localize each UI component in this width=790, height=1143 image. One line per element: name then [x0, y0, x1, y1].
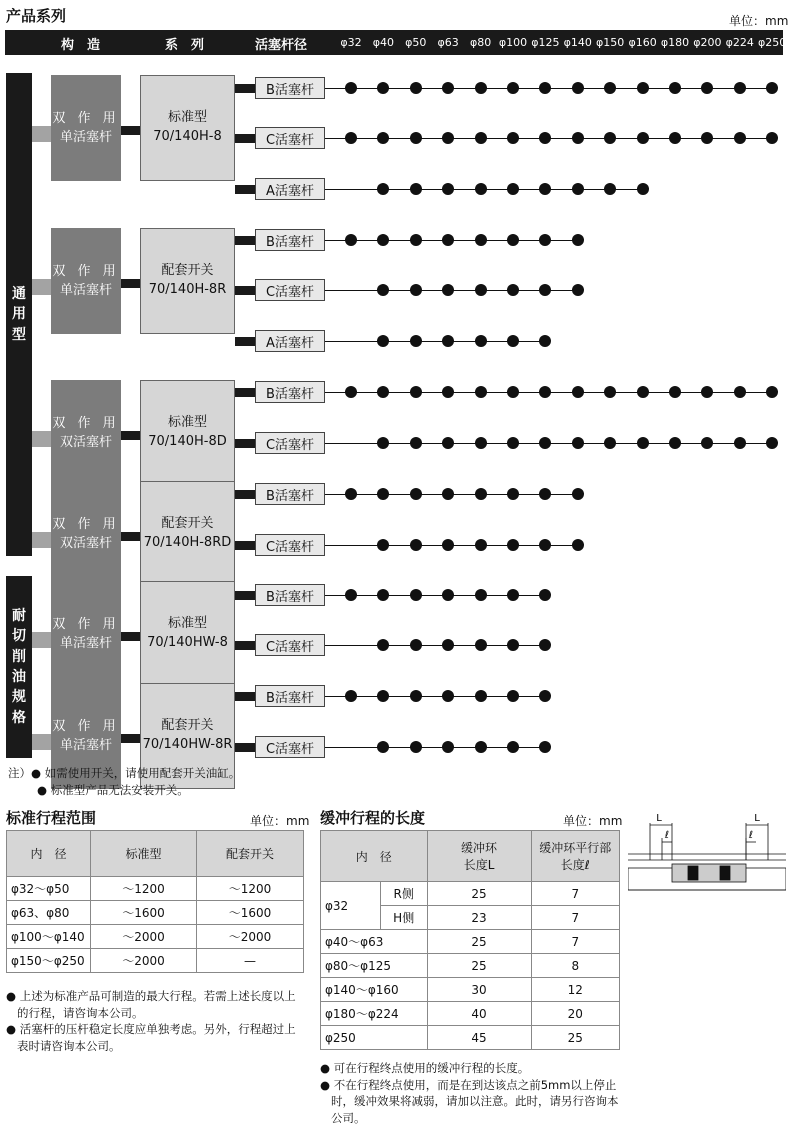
- series-model: 70/140H-8RD: [143, 535, 232, 550]
- structure-line2: 单活塞杆: [59, 130, 112, 145]
- availability-dot: [410, 132, 422, 144]
- availability-dot: [475, 539, 487, 551]
- bore-label: φ180: [660, 36, 690, 49]
- structure-line2: 双活塞杆: [59, 536, 112, 551]
- availability-dot: [410, 690, 422, 702]
- availability-dot: [507, 183, 519, 195]
- bore-label: φ125: [531, 36, 560, 49]
- bore-label: φ63: [437, 36, 459, 49]
- rod-type-box: A活塞杆: [255, 330, 325, 352]
- dimension-L-right: L: [754, 813, 760, 824]
- availability-dot: [507, 539, 519, 551]
- table-cell: ～2000: [197, 925, 304, 949]
- availability-dot: [377, 539, 389, 551]
- structure-box: [51, 380, 121, 486]
- availability-dot: [475, 639, 487, 651]
- bore-label: φ32: [340, 36, 362, 49]
- availability-dot: [539, 386, 551, 398]
- table-row: [7, 901, 304, 925]
- series-name: 标准型: [167, 415, 207, 431]
- table-cell: R侧: [380, 882, 427, 906]
- availability-dot: [604, 386, 616, 398]
- availability-dot: [442, 386, 454, 398]
- availability-dot: [572, 488, 584, 500]
- stroke-header-standard: 标准型: [91, 831, 197, 877]
- connector-square: [121, 126, 141, 135]
- availability-dot: [377, 132, 389, 144]
- availability-dot: [539, 82, 551, 94]
- table-cell: φ180～φ224: [321, 1002, 428, 1026]
- stroke-title: 标准行程范围: [6, 809, 97, 827]
- availability-dot: [475, 386, 487, 398]
- series-name: 标准型: [167, 616, 207, 632]
- availability-dot: [475, 335, 487, 347]
- table-row: [321, 1002, 620, 1026]
- availability-dot: [507, 741, 519, 753]
- cushion-note: ● 不在行程终点使用，而是在到达该点之前5mm以上停止时，缓冲效果将减弱，请加以注意。此时，请另行咨询本公司。: [320, 1077, 619, 1126]
- rod-connector: [235, 388, 255, 397]
- structure-line2: 单活塞杆: [59, 283, 112, 298]
- table-cell: 30: [427, 978, 531, 1002]
- lineup-note: 注）● 如需使用开关，请使用配套开关油缸。: [8, 766, 241, 780]
- availability-dot: [475, 132, 487, 144]
- rod-connector: [235, 134, 255, 143]
- availability-dot: [442, 589, 454, 601]
- structure-box: [51, 75, 121, 181]
- availability-dot: [637, 437, 649, 449]
- availability-dot: [410, 284, 422, 296]
- connector-square: [121, 632, 141, 641]
- table-cell: φ32: [321, 882, 381, 930]
- cushion-header-bore: 内 径: [321, 831, 428, 882]
- availability-dot: [377, 335, 389, 347]
- availability-dot: [377, 82, 389, 94]
- availability-dot: [539, 589, 551, 601]
- series-box: [140, 380, 235, 486]
- availability-dot: [539, 132, 551, 144]
- availability-dot: [734, 386, 746, 398]
- rod-type-box: B活塞杆: [255, 685, 325, 707]
- availability-dot: [345, 488, 357, 500]
- series-name: 配套开关: [161, 718, 214, 734]
- availability-dot: [442, 183, 454, 195]
- stroke-note: ● 活塞杆的压杆稳定长度应单独考虑。另外，行程超过上表时请咨询本公司。: [6, 1022, 296, 1054]
- series-model: 70/140H-8R: [148, 282, 227, 297]
- availability-dot: [507, 386, 519, 398]
- cushion-header-L: 缓冲环 长度L: [427, 831, 531, 882]
- cushion-header-l: 缓冲环平行部 长度ℓ: [531, 831, 619, 882]
- availability-dot: [442, 437, 454, 449]
- rod-connector: [235, 286, 255, 295]
- dimension-l-right: ℓ: [748, 830, 754, 841]
- availability-dot: [507, 639, 519, 651]
- rod-type-box: B活塞杆: [255, 229, 325, 251]
- table-cell: 25: [427, 954, 531, 978]
- availability-dot: [572, 234, 584, 246]
- availability-dot: [442, 132, 454, 144]
- availability-dot: [734, 437, 746, 449]
- availability-dot: [410, 234, 422, 246]
- availability-dot: [539, 335, 551, 347]
- availability-dot: [507, 234, 519, 246]
- table-row: [321, 978, 620, 1002]
- rod-connector: [235, 641, 255, 650]
- series-box: [140, 228, 235, 334]
- availability-dot: [377, 741, 389, 753]
- bore-label: φ150: [596, 36, 625, 49]
- lineup-note: ● 标准型产品无法安装开关。: [37, 782, 189, 797]
- rod-connector: [235, 185, 255, 194]
- availability-dot: [345, 589, 357, 601]
- availability-dot: [410, 741, 422, 753]
- table-cell: 7: [531, 882, 619, 906]
- availability-dot: [345, 386, 357, 398]
- rod-connector: [235, 490, 255, 499]
- availability-dot: [766, 132, 778, 144]
- rod-type-box: B活塞杆: [255, 77, 325, 99]
- group-connector: [32, 632, 52, 648]
- availability-dot: [766, 82, 778, 94]
- category-general: 通 用 型: [6, 73, 32, 556]
- structure-line1: 双 作 用: [52, 516, 120, 532]
- table-cell: 23: [427, 906, 531, 930]
- availability-dot: [539, 639, 551, 651]
- availability-dot: [442, 741, 454, 753]
- availability-dot: [766, 386, 778, 398]
- stroke-unit: 单位：mm: [250, 814, 310, 828]
- availability-dot: [572, 539, 584, 551]
- bore-label: φ224: [725, 36, 754, 49]
- table-row: [7, 877, 304, 901]
- group-connector: [32, 431, 52, 447]
- availability-dot: [442, 335, 454, 347]
- table-cell: φ140～φ160: [321, 978, 428, 1002]
- availability-dot: [442, 639, 454, 651]
- bore-label: φ140: [563, 36, 592, 49]
- table-cell: 20: [531, 1002, 619, 1026]
- availability-dot: [345, 234, 357, 246]
- availability-dot: [345, 82, 357, 94]
- stroke-header-switch: 配套开关: [197, 831, 304, 877]
- availability-dot: [410, 82, 422, 94]
- page-title: 产品系列: [6, 7, 67, 25]
- structure-line1: 双 作 用: [52, 263, 120, 279]
- stroke-header-bore: 内 径: [7, 831, 91, 877]
- bore-label: φ80: [469, 36, 492, 49]
- availability-dot: [637, 183, 649, 195]
- cushion-diagram: [628, 808, 786, 904]
- availability-dot: [539, 437, 551, 449]
- table-cell: 8: [531, 954, 619, 978]
- rod-type-box: C活塞杆: [255, 534, 325, 556]
- availability-dot: [572, 82, 584, 94]
- availability-dot: [475, 741, 487, 753]
- availability-dot: [572, 386, 584, 398]
- stroke-notes: [6, 988, 306, 1055]
- group-connector: [32, 532, 52, 548]
- table-cell: φ150～φ250: [7, 949, 91, 973]
- rod-connector: [235, 743, 255, 752]
- table-cell: 45: [427, 1026, 531, 1050]
- availability-dot: [475, 437, 487, 449]
- table-cell: ～1200: [197, 877, 304, 901]
- table-row: [321, 882, 620, 906]
- availability-dot: [604, 82, 616, 94]
- availability-dot: [475, 284, 487, 296]
- availability-dot: [475, 82, 487, 94]
- availability-dot: [604, 132, 616, 144]
- availability-dot: [475, 234, 487, 246]
- table-cell: ～1600: [197, 901, 304, 925]
- availability-dot: [507, 488, 519, 500]
- availability-dot: [507, 437, 519, 449]
- availability-dot: [604, 183, 616, 195]
- table-cell: 25: [531, 1026, 619, 1050]
- table-cell: 7: [531, 906, 619, 930]
- series-model: 70/140H-8: [153, 129, 222, 144]
- group-connector: [32, 279, 52, 295]
- availability-dot: [442, 234, 454, 246]
- series-box: [140, 581, 235, 687]
- availability-dot: [766, 437, 778, 449]
- table-row: [321, 954, 620, 978]
- category-cutting-oil: 耐 切 削 油 规 格: [6, 576, 32, 758]
- structure-line2: 单活塞杆: [59, 738, 112, 753]
- table-cell: 7: [531, 930, 619, 954]
- availability-dot: [507, 132, 519, 144]
- table-row: [7, 949, 304, 973]
- availability-dot: [701, 132, 713, 144]
- availability-dot: [475, 183, 487, 195]
- availability-dot: [377, 183, 389, 195]
- availability-dot: [669, 132, 681, 144]
- availability-dot: [410, 335, 422, 347]
- rod-connector: [235, 337, 255, 346]
- availability-dot: [637, 82, 649, 94]
- group-connector: [32, 126, 52, 142]
- unit-label: 单位：mm: [729, 14, 789, 28]
- table-cell: 25: [427, 882, 531, 906]
- bore-label: φ200: [693, 36, 722, 49]
- dimension-l-left: ℓ: [664, 830, 670, 841]
- connector-square: [121, 279, 141, 288]
- availability-dot: [701, 437, 713, 449]
- structure-line1: 双 作 用: [52, 110, 120, 126]
- availability-dot: [410, 386, 422, 398]
- bore-label: φ100: [498, 36, 528, 49]
- stroke-table: [6, 830, 304, 973]
- structure-box: [51, 481, 121, 587]
- table-cell: φ100～φ140: [7, 925, 91, 949]
- availability-dot: [345, 132, 357, 144]
- availability-dot: [442, 284, 454, 296]
- availability-dot: [734, 132, 746, 144]
- table-cell: φ63、φ80: [7, 901, 91, 925]
- structure-line2: 单活塞杆: [59, 636, 112, 651]
- series-model: 70/140HW-8R: [142, 737, 233, 752]
- series-name: 标准型: [167, 110, 207, 126]
- bore-label: φ250: [758, 36, 787, 49]
- cushion-note: ● 可在行程终点使用的缓冲行程的长度。: [320, 1061, 530, 1075]
- availability-dot: [701, 82, 713, 94]
- structure-line2: 双活塞杆: [59, 435, 112, 450]
- table-cell: ～1600: [91, 901, 197, 925]
- availability-dot: [734, 82, 746, 94]
- availability-dot: [572, 183, 584, 195]
- availability-dot: [539, 539, 551, 551]
- table-cell: ～2000: [91, 949, 197, 973]
- availability-dot: [507, 335, 519, 347]
- availability-dot: [475, 690, 487, 702]
- table-cell: ～1200: [91, 877, 197, 901]
- availability-dot: [669, 386, 681, 398]
- availability-dot: [410, 437, 422, 449]
- availability-dot: [377, 386, 389, 398]
- availability-dot: [507, 589, 519, 601]
- availability-dot: [539, 488, 551, 500]
- rod-connector: [235, 591, 255, 600]
- bore-label: φ160: [628, 36, 657, 49]
- availability-dot: [410, 488, 422, 500]
- rod-connector: [235, 84, 255, 93]
- rod-type-box: C活塞杆: [255, 432, 325, 454]
- cushion-title: 缓冲行程的长度: [320, 809, 426, 827]
- availability-dot: [507, 82, 519, 94]
- table-cell: φ40～φ63: [321, 930, 428, 954]
- table-cell: H侧: [380, 906, 427, 930]
- cushion-table: [320, 830, 620, 1050]
- series-name: 配套开关: [161, 516, 214, 532]
- availability-dot: [475, 488, 487, 500]
- availability-dot: [669, 82, 681, 94]
- table-cell: 25: [427, 930, 531, 954]
- availability-dot: [442, 690, 454, 702]
- availability-dot: [377, 437, 389, 449]
- cushion-notes: [320, 1060, 622, 1127]
- rod-type-box: C活塞杆: [255, 279, 325, 301]
- availability-dot: [572, 132, 584, 144]
- series-box: [140, 481, 235, 587]
- availability-dot: [572, 284, 584, 296]
- availability-dot: [410, 639, 422, 651]
- rod-type-box: B活塞杆: [255, 584, 325, 606]
- rod-type-box: C活塞杆: [255, 634, 325, 656]
- cushion-unit: 单位：mm: [563, 814, 623, 828]
- structure-line1: 双 作 用: [52, 718, 120, 734]
- rod-header: 活塞杆径: [255, 38, 308, 53]
- availability-dot: [442, 82, 454, 94]
- availability-dot: [701, 386, 713, 398]
- group-connector: [32, 734, 52, 750]
- rod-type-box: C活塞杆: [255, 736, 325, 758]
- bore-label: φ50: [405, 36, 427, 49]
- availability-dot: [377, 234, 389, 246]
- stroke-note: ● 上述为标准产品可制造的最大行程。若需上述长度以上的行程，请咨询本公司。: [6, 989, 296, 1020]
- availability-dot: [572, 437, 584, 449]
- table-cell: φ80～φ125: [321, 954, 428, 978]
- series-model: 70/140HW-8: [147, 635, 228, 650]
- availability-dot: [345, 690, 357, 702]
- rod-connector: [235, 541, 255, 550]
- table-cell: 40: [427, 1002, 531, 1026]
- availability-dot: [442, 488, 454, 500]
- availability-dot: [539, 741, 551, 753]
- availability-dot: [377, 488, 389, 500]
- rod-connector: [235, 692, 255, 701]
- connector-square: [121, 431, 141, 440]
- series-name: 配套开关: [161, 263, 214, 279]
- availability-dot: [475, 589, 487, 601]
- rod-connector: [235, 439, 255, 448]
- table-cell: ～2000: [91, 925, 197, 949]
- rod-connector: [235, 236, 255, 245]
- availability-dot: [669, 437, 681, 449]
- availability-dot: [377, 284, 389, 296]
- rod-type-box: C活塞杆: [255, 127, 325, 149]
- structure-line1: 双 作 用: [52, 415, 120, 431]
- availability-dot: [410, 183, 422, 195]
- bore-label: φ40: [372, 36, 395, 49]
- rod-type-box: B活塞杆: [255, 483, 325, 505]
- table-cell: φ32～φ50: [7, 877, 91, 901]
- structure-line1: 双 作 用: [52, 616, 120, 632]
- availability-dot: [604, 437, 616, 449]
- availability-dot: [377, 690, 389, 702]
- series-box: [140, 75, 235, 181]
- table-cell: 12: [531, 978, 619, 1002]
- dimension-L-left: L: [656, 813, 662, 824]
- availability-dot: [410, 589, 422, 601]
- series-model: 70/140H-8D: [148, 434, 227, 449]
- availability-dot: [507, 690, 519, 702]
- lineup-notes: [8, 765, 240, 798]
- table-cell: φ250: [321, 1026, 428, 1050]
- availability-dot: [442, 539, 454, 551]
- availability-dot: [539, 234, 551, 246]
- availability-dot: [539, 690, 551, 702]
- structure-box: [51, 228, 121, 334]
- series-header: 系 列: [165, 38, 205, 53]
- availability-dot: [377, 589, 389, 601]
- connector-square: [121, 532, 141, 541]
- table-row: [321, 930, 620, 954]
- availability-dot: [539, 284, 551, 296]
- rod-type-box: B活塞杆: [255, 381, 325, 403]
- connector-square: [121, 734, 141, 743]
- availability-dot: [377, 639, 389, 651]
- table-cell: —: [197, 949, 304, 973]
- table-row: [321, 1026, 620, 1050]
- availability-dot: [539, 183, 551, 195]
- availability-dot: [507, 284, 519, 296]
- structure-box: [51, 581, 121, 687]
- availability-dot: [637, 132, 649, 144]
- lineup-header-bar: [5, 30, 787, 55]
- structure-header: 构 造: [61, 38, 101, 53]
- availability-dot: [410, 539, 422, 551]
- availability-dot: [637, 386, 649, 398]
- rod-type-box: A活塞杆: [255, 178, 325, 200]
- table-row: [7, 925, 304, 949]
